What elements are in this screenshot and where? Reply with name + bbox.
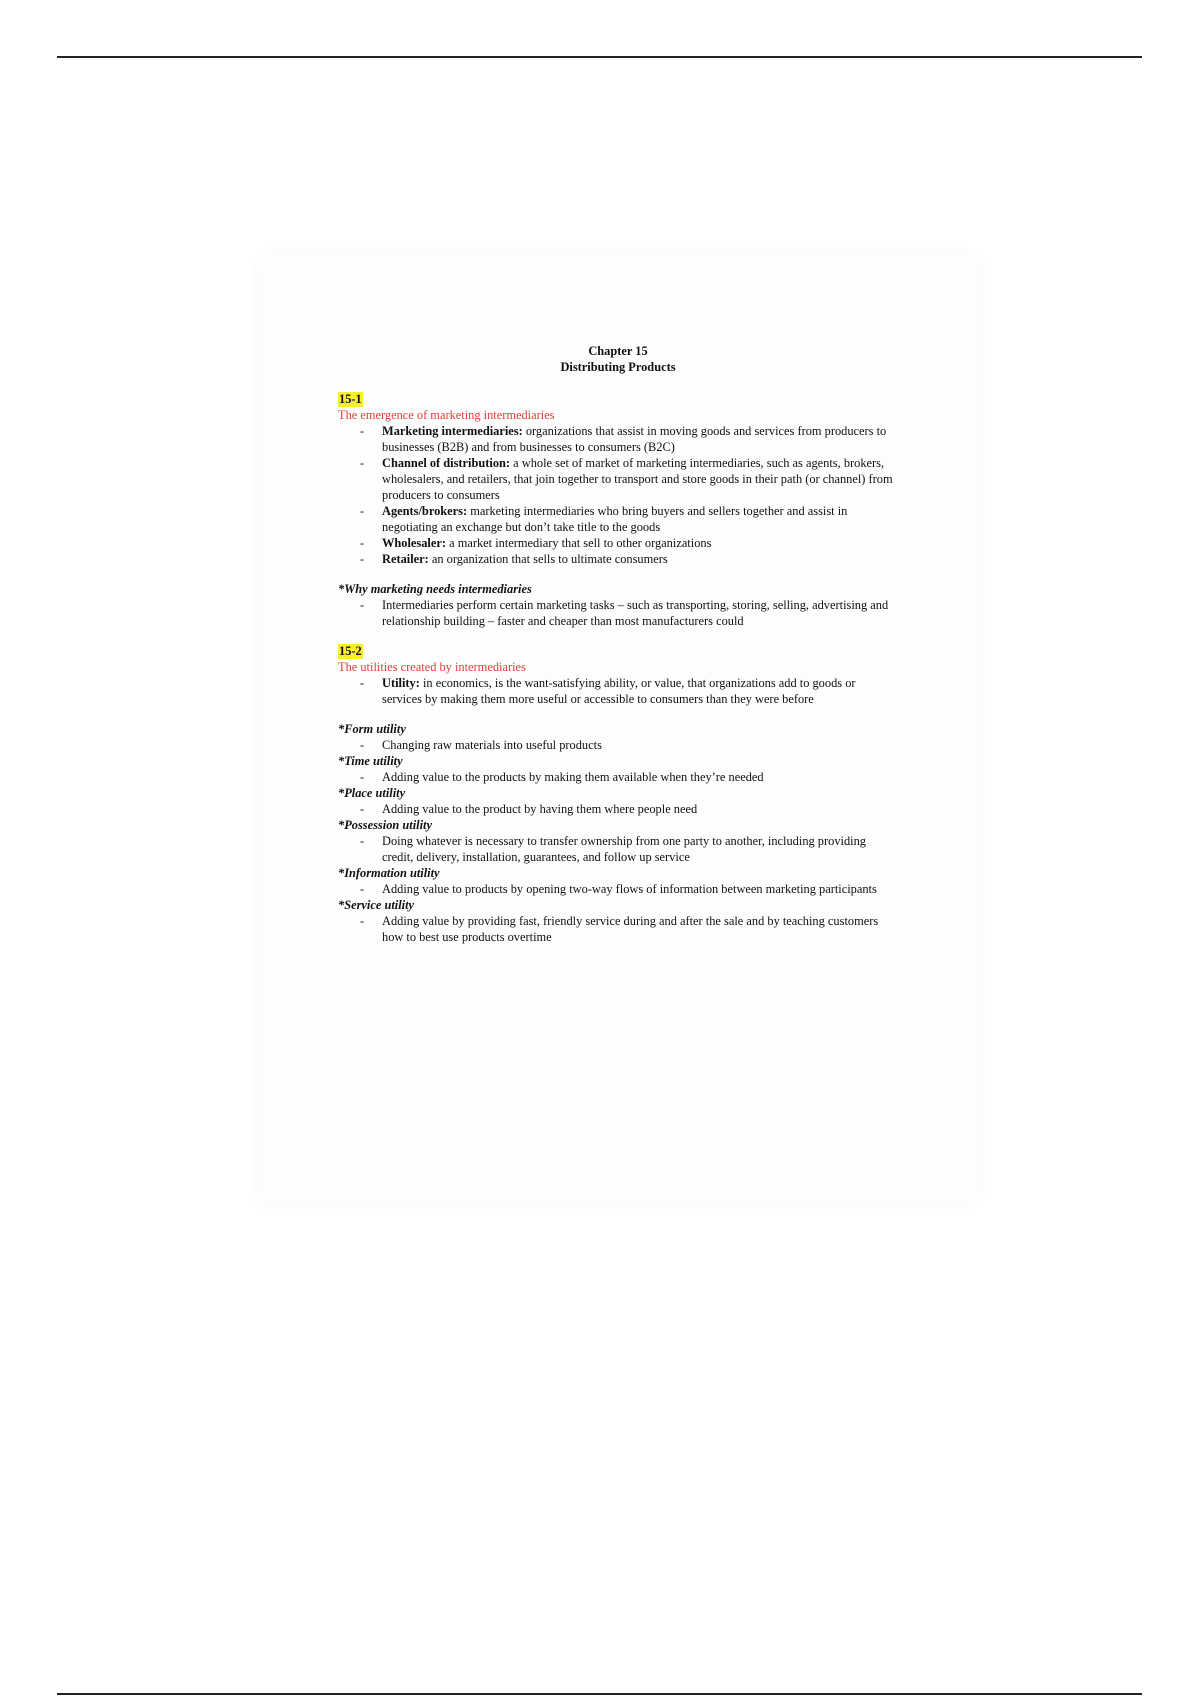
definition-text: in economics, is the want-satisfying ability, or value, that organizations add to goods or services by making them more useful or accessible to consumers than they were before — [382, 676, 856, 706]
definition-item — [338, 675, 898, 707]
chapter-title: Distributing Products — [560, 360, 676, 374]
definition-term: Agents/brokers: — [382, 504, 468, 518]
dash-bullet: - — [360, 770, 365, 784]
list-item — [338, 913, 898, 945]
dash-bullet: - — [360, 802, 365, 816]
dash-bullet: - — [360, 676, 365, 690]
definition-item — [338, 423, 898, 455]
list-item-text: Adding value by providing fast, friendly service during and after the sale and by teaching customers how to best use products overtime — [382, 914, 879, 944]
section-number: 15-2 — [339, 644, 362, 658]
definition-text: organizations that assist in moving goods and services from producers to businesses (B2B) and from businesses to consumers (B2C) — [382, 424, 887, 454]
definition-item — [338, 455, 898, 503]
chapter-number: Chapter 15 — [588, 344, 648, 358]
list-item-text: Adding value to the product by having them where people need — [382, 802, 698, 816]
subsection-title: *Possession utility — [338, 818, 432, 832]
list-item — [338, 881, 898, 897]
subsection-title: *Place utility — [338, 786, 406, 800]
list-item-text: Changing raw materials into useful products — [382, 738, 602, 752]
list-item-text: Intermediaries perform certain marketing tasks – such as transporting, storing, selling, advertising and relationship building – faster and cheaper than most manufacturers could — [382, 598, 889, 628]
subsection-title: *Service utility — [338, 898, 415, 912]
dash-bullet: - — [360, 456, 365, 470]
list-item-text: Adding value to the products by making them available when they’re needed — [382, 770, 764, 784]
list-item — [338, 769, 898, 785]
subsection-title: *Information utility — [338, 866, 440, 880]
subsection-title: *Why marketing needs intermediaries — [338, 582, 532, 596]
section-number: 15-1 — [339, 392, 362, 406]
definition-item — [338, 551, 898, 567]
section-15-1 — [338, 391, 898, 629]
list-item — [338, 833, 898, 865]
definition-text: a market intermediary that sell to other organizations — [446, 536, 712, 550]
definition-term: Utility: — [382, 676, 420, 690]
section-15-2 — [338, 643, 898, 945]
list-item-text: Doing whatever is necessary to transfer ownership from one party to another, including providing credit, delivery, installation, guarantees, and follow up service — [382, 834, 866, 864]
dash-bullet: - — [360, 834, 365, 848]
definition-term: Marketing intermediaries: — [382, 424, 523, 438]
dash-bullet: - — [360, 738, 365, 752]
top-rule — [57, 56, 1142, 58]
dash-bullet: - — [360, 536, 365, 550]
list-item — [338, 801, 898, 817]
bottom-rule — [57, 1693, 1142, 1695]
subsection-title: *Form utility — [338, 722, 406, 736]
dash-bullet: - — [360, 598, 365, 612]
dash-bullet: - — [360, 424, 365, 438]
dash-bullet: - — [360, 552, 365, 566]
dash-bullet: - — [360, 504, 365, 518]
list-item — [338, 597, 898, 629]
dash-bullet: - — [360, 914, 365, 928]
subsection-title: *Time utility — [338, 754, 403, 768]
section-heading: The emergence of marketing intermediaries — [338, 408, 555, 422]
definition-term: Channel of distribution: — [382, 456, 511, 470]
definition-text: marketing intermediaries who bring buyers and sellers together and assist in negotiating an exchange but don’t take title to the goods — [382, 504, 848, 534]
spacer — [338, 567, 898, 581]
document-content — [338, 343, 898, 945]
definition-text: a whole set of market of marketing intermediaries, such as agents, brokers, wholesalers, and retailers, that join together to transport and store goods in their path (or channel) from producers to consumers — [382, 456, 893, 502]
definition-text: an organization that sells to ultimate consumers — [428, 552, 668, 566]
definition-item — [338, 535, 898, 551]
definition-term: Retailer: — [382, 552, 429, 566]
list-item — [338, 737, 898, 753]
list-item-text: Adding value to products by opening two-way flows of information between marketing participants — [382, 882, 877, 896]
dash-bullet: - — [360, 882, 365, 896]
definition-item — [338, 503, 898, 535]
definition-term: Wholesaler: — [382, 536, 447, 550]
spacer — [338, 707, 898, 721]
section-heading: The utilities created by intermediaries — [338, 660, 526, 674]
